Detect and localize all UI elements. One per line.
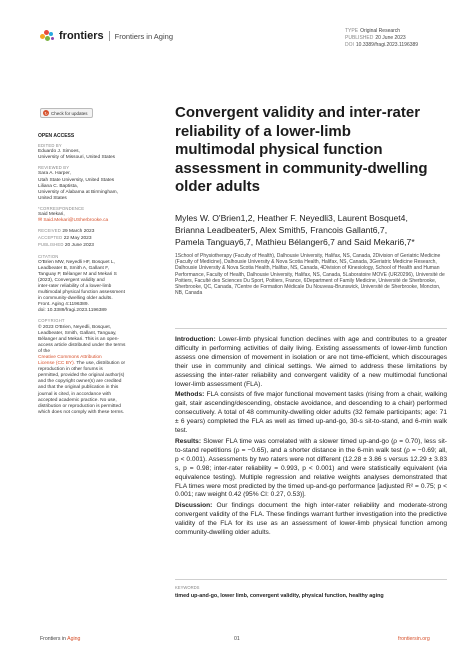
citation-line: O'Brien MW, Neyedli HF, Bosquet L,: [38, 259, 115, 265]
divider: [175, 579, 447, 580]
editor-affiliation: University of Missouri, United States: [38, 155, 116, 161]
page-number: 01: [234, 636, 240, 642]
citation-caption: CITATION: [38, 253, 59, 259]
license-text: journal is cited, in accordance with: [38, 391, 112, 397]
license-text: distribution or reproduction is permitted: [38, 403, 121, 409]
frontiers-logo-icon: [40, 30, 56, 42]
citation-line: multimodal physical function assessment: [38, 290, 125, 296]
authors-line: Pamela Tanguay6,7, Mathieu Bélanger6,7 and Said Mekari6,7*: [175, 237, 415, 247]
copyright-line: Leadbeater, Smith, Gallant, Tanguay,: [38, 330, 117, 336]
citation-line: Leadbeater B, Smith A, Gallant F,: [38, 265, 109, 271]
editor-name: Eduardo J. Simoes,: [38, 149, 80, 155]
correspondence-name: Said Mekari,: [38, 212, 65, 218]
edited-by-caption: EDITED BY: [38, 143, 62, 149]
reviewer-line: United States: [38, 195, 67, 201]
abstract-discussion: Discussion: Our findings document the high inter-rater reliability and moderate-strong convergent validity of the FLA. These findings warrant further investigation into the predictive validity of the FLA for its use as an assessment of lower-limb physical function among community-dwelling older adults.: [175, 502, 447, 537]
citation-line: Front. Aging 4:1196389.: [38, 302, 89, 308]
refresh-icon: ↻: [44, 110, 48, 116]
license-text: and that the original publication in this: [38, 385, 119, 391]
license-text: reproduction in other forums is: [38, 367, 103, 373]
meta-doi: DOI 10.3389/fragi.2023.1196389: [345, 42, 419, 48]
authors-line: Brianna Leadbeater5, Alex Smith5, Francois Gallant6,7,: [175, 225, 388, 235]
copyright-line: Bélanger and Mekari. This is an open-: [38, 336, 119, 342]
reviewer-line: Utah State University, United States: [38, 177, 115, 183]
journal-name: Frontiers in Aging: [114, 31, 173, 41]
copyright-line: © 2023 O'Brien, Neyedli, Bosquet,: [38, 324, 111, 330]
check-for-updates-label: Check for updates: [51, 110, 88, 116]
license-text: which does not comply with these terms.: [38, 409, 125, 415]
affiliations: 1School of Physiotherapy (Faculty of Health), Dalhousie University, Halifax, NS, Canada, 2Division of Geriatric Medicine (Faculty of Medicine), Dalhousie University & Nova Scotia Health, Halifax, NS, Canada, 3Geriatric Medicine Research, Dalhousie University & Nova Scotia Health, Halifax, NS, Canada, 4Division of Kinesiology, School of Health and Human Performance, Faculty of Health, Dalhousie University, Halifax, NS, Canada, 5Laboratoire MOVE (UR20296), Université de Poitiers, Faculté des Sciences Du Sport, Poitiers, France, 6Department of Family Medicine, Université de Sherbrooke, Sherbrooke, QC, Canada, 7Centre de Formation Médicale Du Nouveau-Brunswick, Université de Sherbrooke, Moncton, NB, Canada: [175, 253, 445, 297]
author-list: [175, 212, 445, 248]
license-link[interactable]: License (CC BY).: [38, 361, 76, 367]
article-meta: [345, 28, 418, 49]
open-access-label: OPEN ACCESS: [38, 133, 75, 139]
citation-doi-link[interactable]: doi: 10.3389/fragi.2023.1196389: [38, 308, 107, 314]
copyright-line: access article distributed under the terms: [38, 342, 126, 348]
copyright-line: of the: [38, 348, 51, 354]
brand-divider: [109, 31, 110, 41]
citation-line: (2023), Convergent validity and: [38, 277, 105, 283]
sidebar: [38, 133, 162, 416]
frontiers-logo[interactable]: [40, 30, 173, 42]
brand-name: frontiers: [59, 30, 104, 42]
abstract-results: Results: Slower FLA time was correlated with a slower timed up-and-go (ρ = 0.70), less sit-to-stand repetitions (ρ = −0.65), and a shorter distance in the 6-min walk test (ρ = −0.69; all, p < 0.001). Assessments by two raters were not different (12.28 ± 3.86 s versus 12.29 ± 3.83 s, p = 0.98; inter-rater reliability = 0.993, p < 0.001) and were statistically equivalent (via equivalence testing). Multiple regression and relative weights analyses demonstrated that FLA times were most predicted by the timed up-and-go performance [adjusted R² = 0.75; p < 0.001; raw weight 0.42 (95% CI: 0.27, 0.53)].: [175, 437, 447, 499]
copyright-caption: COPYRIGHT: [38, 318, 65, 324]
abstract-introduction: Introduction: Lower-limb physical function declines with age and contributes to a greater difficulty in performing activities of daily living. Existing assessments of lower-limb function assess one dimension of movement in isolation or are not time-efficient, which discourages their use in community and clinical settings. We aimed to address these limitations by assessing the inter-rater reliability and convergent validity of a new multimodal functional lower-limb assessment (FLA).: [175, 336, 447, 388]
license-text: and the copyright owner(s) are credited: [38, 379, 122, 385]
article-title: Convergent validity and inter-rater reliability of a lower-limb multimodal physical function assessment in community-dwelling older adults: [175, 104, 428, 195]
divider: [175, 328, 447, 329]
license-text: accepted academic practice. No use,: [38, 397, 117, 403]
citation-line: inter-rater reliability of a lower-limb: [38, 283, 112, 289]
reviewer-line: University of Alabama at Birmingham,: [38, 189, 118, 195]
footer-journal[interactable]: Frontiers in Aging: [40, 636, 81, 642]
reviewer-line: Sara A. Harper,: [38, 171, 71, 177]
reviewed-by-caption: REVIEWED BY: [38, 165, 70, 171]
keywords-caption: KEYWORDS: [175, 585, 200, 590]
license-text: The use, distribution or: [76, 361, 126, 367]
license-link[interactable]: Creative Commons Attribution: [38, 355, 102, 360]
abstract: [175, 336, 447, 540]
abstract-methods: Methods: FLA consists of five major functional movement tasks (rising from a chair, walking gait, stair ascending/descending, obstacle avoidance, and descending to a chair) performed consecutively. A total of 48 community-dwelling older adults (32 female participants; age: 71 ± 6 years) completed the FLA as well as timed up-and-go, 30-s sit-to-stand, and 6-min walk test.: [175, 391, 447, 435]
keywords: timed up-and-go, lower limb, convergent validity, physical function, healthy aging: [175, 593, 384, 599]
site-link[interactable]: frontiersin.org: [398, 636, 430, 642]
citation-line: Tanguay P, Bélanger M and Mekari S: [38, 271, 117, 277]
license-text: permitted, provided the original author(s): [38, 373, 125, 379]
correspondence-email-link[interactable]: ✉ Said.Mekari@USherbrooke.ca: [38, 218, 109, 224]
dates-block: RECEIVED 29 March 2023 ACCEPTED 22 May 2023 PUBLISHED 20 June 2023: [38, 228, 95, 249]
meta-type: TYPE Original Research: [345, 28, 401, 34]
meta-published: PUBLISHED 20 June 2023: [345, 35, 406, 41]
citation-line: in community-dwelling older adults.: [38, 296, 113, 302]
check-for-updates-button[interactable]: [40, 108, 93, 118]
reviewer-line: Liliana C. Baptista,: [38, 183, 78, 189]
correspondence-caption: *CORRESPONDENCE: [38, 205, 85, 211]
authors-line: Myles W. O'Brien1,2, Heather F. Neyedli3, Laurent Bosquet4,: [175, 213, 408, 223]
